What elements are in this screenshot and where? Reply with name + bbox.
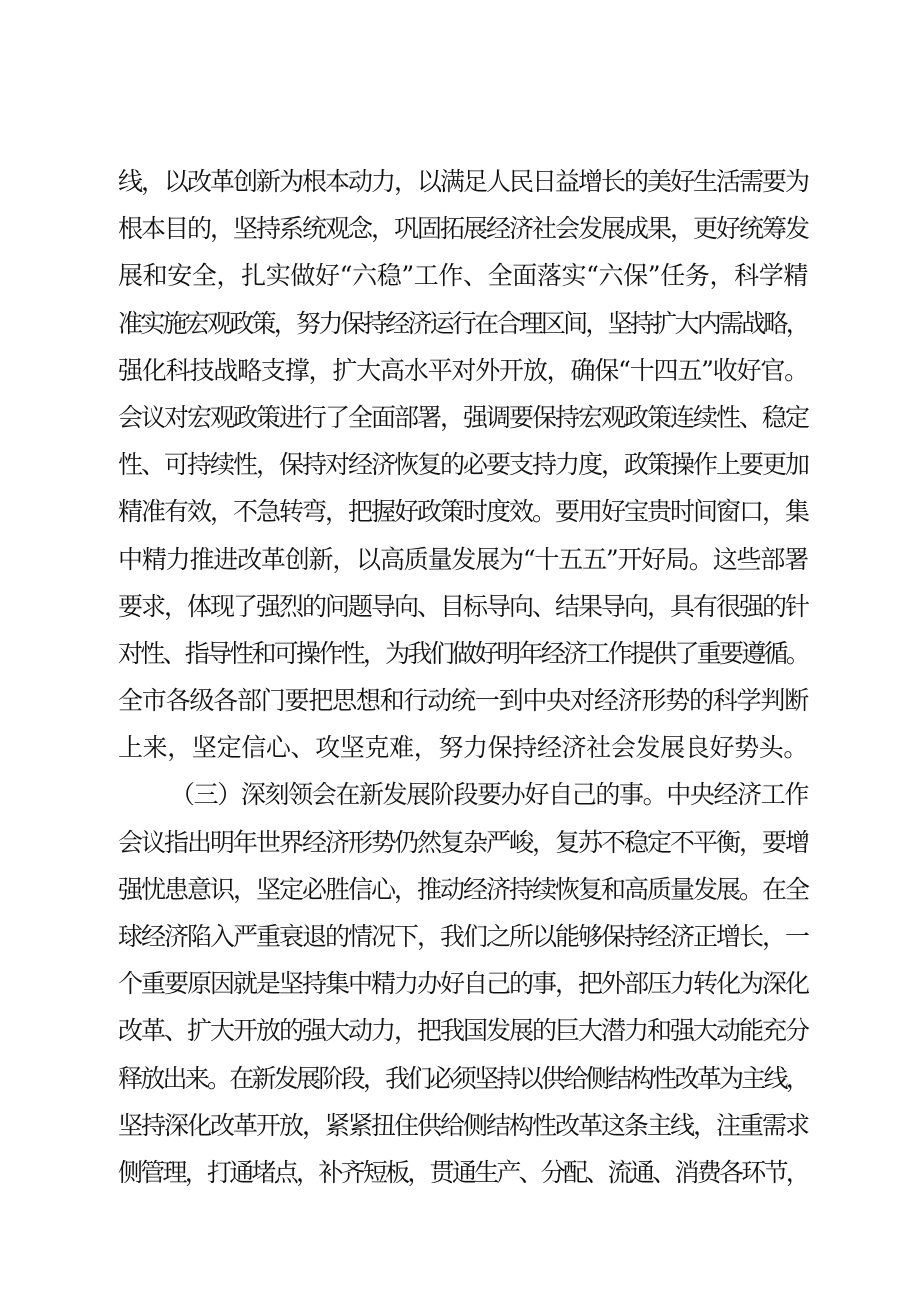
text-line: 改革、扩大开放的强大动力，把我国发展的巨大潜力和强大动能充分	[118, 1016, 808, 1046]
text-line: 性、可持续性，保持对经济恢复的必要支持力度，政策操作上要更加	[118, 450, 808, 480]
text-line: 线，以改革创新为根本动力，以满足人民日益增长的美好生活需要为	[118, 167, 808, 196]
text-line: 释放出来。在新发展阶段，我们必须坚持以供给侧结构性改革为主线，	[118, 1063, 808, 1093]
text-line: 中精力推进改革创新，以高质量发展为“十五五”开好局。这些部署	[118, 544, 808, 574]
text-line: 精准有效，不急转弯，把握好政策时度效。要用好宝贵时间窗口，集	[118, 497, 808, 527]
text-line: 强化科技战略支撑，扩大高水平对外开放，确保“十四五”收好官。	[118, 355, 808, 385]
body-text	[118, 158, 808, 1196]
text-line: 要求，体现了强烈的问题导向、目标导向、结果导向，具有很强的针	[118, 591, 808, 621]
text-line: 侧管理，打通堵点，补齐短板，贯通生产、分配、流通、消费各环节，	[118, 1157, 808, 1187]
text-line: 全市各级各部门要把思想和行动统一到中央对经济形势的科学判断	[118, 686, 808, 716]
text-line: 准实施宏观政策，努力保持经济运行在合理区间，坚持扩大内需战略，	[118, 308, 808, 338]
text-line: 展和安全，扎实做好“六稳”工作、全面落实“六保”任务，科学精	[118, 261, 808, 291]
text-line: 根本目的，坚持系统观念，巩固拓展经济社会发展成果，更好统筹发	[118, 214, 808, 244]
text-line: 强忧患意识，坚定必胜信心，推动经济持续恢复和高质量发展。在全	[118, 874, 808, 904]
text-line: 坚持深化改革开放，紧紧扭住供给侧结构性改革这条主线，注重需求	[118, 1110, 808, 1140]
text-line: 上来，坚定信心、攻坚克难，努力保持经济社会发展良好势头。	[118, 733, 808, 763]
text-line: （三）深刻领会在新发展阶段要办好自己的事。中央经济工作	[170, 780, 808, 810]
text-line: 球经济陷入严重衰退的情况下，我们之所以能够保持经济正增长，一	[118, 922, 808, 951]
text-line: 对性、指导性和可操作性，为我们做好明年经济工作提供了重要遵循。	[118, 638, 808, 668]
text-line: 个重要原因就是坚持集中精力办好自己的事，把外部压力转化为深化	[118, 969, 808, 999]
text-line: 会议对宏观政策进行了全面部署，强调要保持宏观政策连续性、稳定	[118, 402, 808, 432]
text-line: 会议指出明年世界经济形势仍然复杂严峻，复苏不稳定不平衡，要增	[118, 827, 808, 857]
